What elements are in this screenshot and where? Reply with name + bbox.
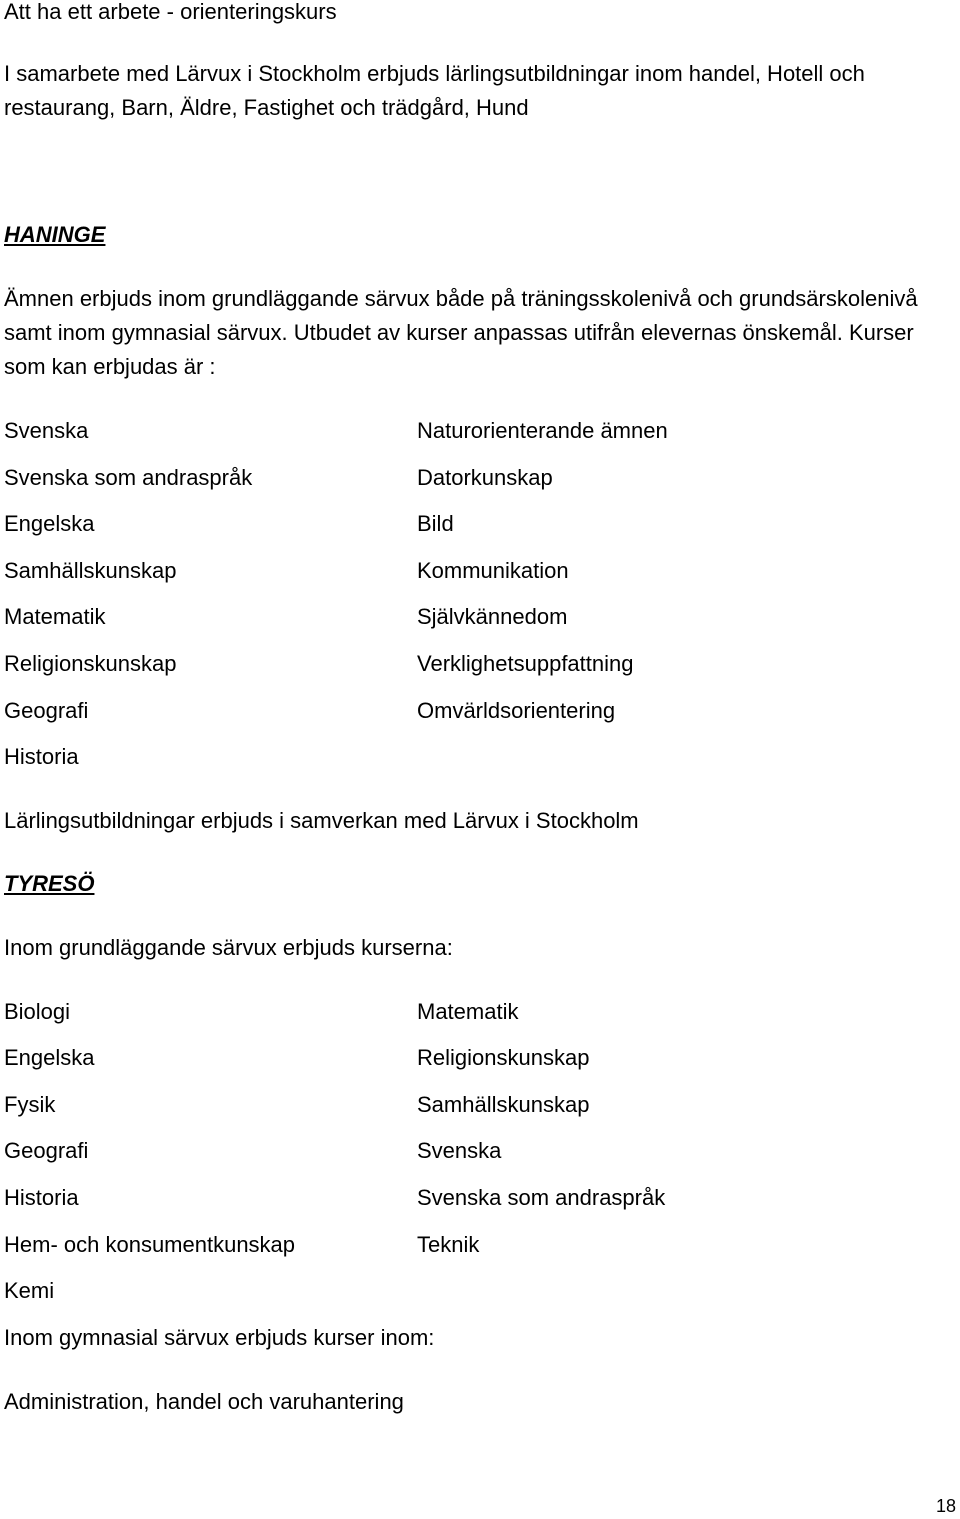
section-heading-haninge: HANINGE bbox=[4, 222, 106, 247]
list-item: Naturorienterande ämnen bbox=[417, 418, 668, 443]
haninge-paragraph-line-3: som kan erbjudas är : bbox=[4, 354, 216, 379]
tyreso-basic-intro: Inom grundläggande särvux erbjuds kurserna: bbox=[4, 935, 453, 960]
list-item: Matematik bbox=[417, 999, 519, 1024]
list-item: Svenska som andraspråk bbox=[4, 465, 253, 490]
list-item: Geografi bbox=[4, 1138, 89, 1163]
list-item: Samhällskunskap bbox=[417, 1092, 590, 1117]
list-item: Bild bbox=[417, 511, 454, 536]
list-item: Biologi bbox=[4, 999, 71, 1024]
list-item: Historia bbox=[4, 1185, 79, 1210]
intro-line-2: restaurang, Barn, Äldre, Fastighet och trädgård, Hund bbox=[4, 95, 529, 120]
list-item: Kemi bbox=[4, 1278, 55, 1303]
list-item: Hem- och konsumentkunskap bbox=[4, 1232, 296, 1257]
apprentice-note: Lärlingsutbildningar erbjuds i samverkan med Lärvux i Stockholm bbox=[4, 808, 639, 833]
list-item: Geografi bbox=[4, 698, 89, 723]
list-item: Engelska bbox=[4, 511, 95, 536]
section-heading-tyreso: TYRESÖ bbox=[4, 871, 95, 896]
list-item: Verklighetsuppfattning bbox=[417, 651, 634, 676]
list-item: Fysik bbox=[4, 1092, 56, 1117]
haninge-paragraph-line-2: samt inom gymnasial särvux. Utbudet av kurser anpassas utifrån elevernas önskemål. Kurser bbox=[4, 320, 914, 345]
list-item: Samhällskunskap bbox=[4, 558, 177, 583]
list-item: Datorkunskap bbox=[417, 465, 553, 490]
list-item: Teknik bbox=[417, 1232, 480, 1257]
document-heading: Att ha ett arbete - orienteringskurs bbox=[4, 0, 337, 24]
intro-line-1: I samarbete med Lärvux i Stockholm erbjuds lärlingsutbildningar inom handel, Hotell och bbox=[4, 61, 865, 86]
list-item: Kommunikation bbox=[417, 558, 569, 583]
list-item: Religionskunskap bbox=[417, 1045, 590, 1070]
list-item: Svenska som andraspråk bbox=[417, 1185, 666, 1210]
list-item: Självkännedom bbox=[417, 604, 568, 629]
list-item: Religionskunskap bbox=[4, 651, 177, 676]
list-item: Omvärldsorientering bbox=[417, 698, 616, 723]
list-item: Svenska bbox=[417, 1138, 502, 1163]
haninge-paragraph-line-1: Ämnen erbjuds inom grundläggande särvux både på träningsskolenivå och grundsärskolenivå bbox=[4, 286, 918, 311]
list-item: Svenska bbox=[4, 418, 89, 443]
list-item: Historia bbox=[4, 744, 79, 769]
tyreso-upper-area: Administration, handel och varuhantering bbox=[4, 1389, 404, 1414]
list-item: Engelska bbox=[4, 1045, 95, 1070]
tyreso-upper-intro: Inom gymnasial särvux erbjuds kurser inom: bbox=[4, 1325, 435, 1350]
list-item: Matematik bbox=[4, 604, 106, 629]
page-number: 18 bbox=[935, 1496, 956, 1516]
